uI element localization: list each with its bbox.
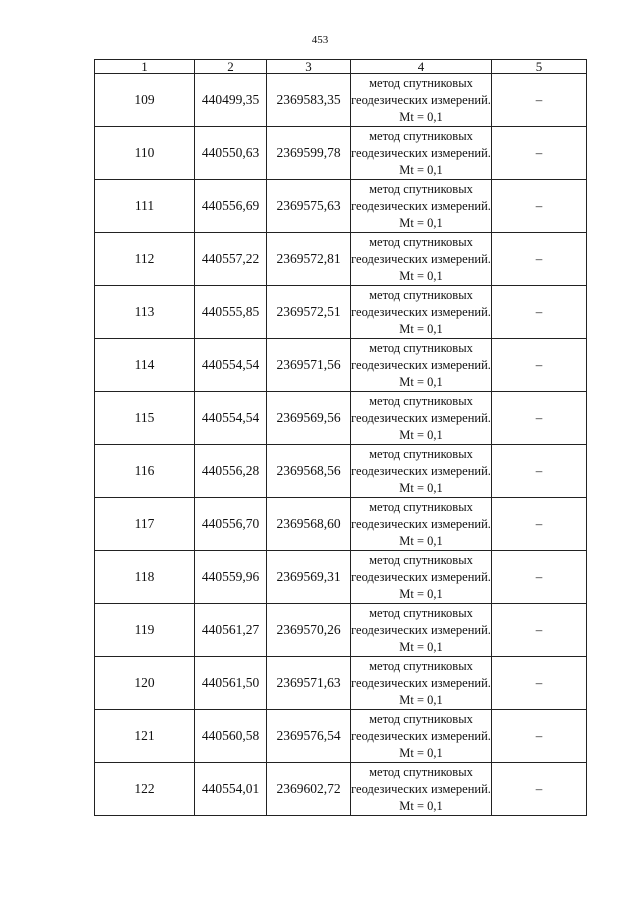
method-cell: метод спутниковых геодезических измерений. Mt = 0,1	[351, 233, 492, 286]
point-number-cell: 117	[95, 498, 195, 551]
table-row	[95, 710, 587, 763]
method-cell: метод спутниковых геодезических измерений. Mt = 0,1	[351, 604, 492, 657]
y-coordinate-cell: 2369602,72	[267, 763, 351, 816]
y-coordinate-cell: 2369569,56	[267, 392, 351, 445]
x-coordinate-cell: 440554,54	[195, 339, 267, 392]
point-number-cell: 118	[95, 551, 195, 604]
table-row	[95, 127, 587, 180]
x-coordinate-cell: 440556,28	[195, 445, 267, 498]
note-cell: –	[492, 392, 587, 445]
table-row	[95, 763, 587, 816]
table-header	[95, 60, 587, 74]
table-row	[95, 657, 587, 710]
method-cell: метод спутниковых геодезических измерений. Mt = 0,1	[351, 551, 492, 604]
note-cell: –	[492, 339, 587, 392]
note-cell: –	[492, 657, 587, 710]
point-number-cell: 119	[95, 604, 195, 657]
note-cell: –	[492, 74, 587, 127]
note-cell: –	[492, 604, 587, 657]
x-coordinate-cell: 440499,35	[195, 74, 267, 127]
method-cell: метод спутниковых геодезических измерений. Mt = 0,1	[351, 180, 492, 233]
header-cell-5: 5	[492, 60, 587, 74]
method-cell: метод спутниковых геодезических измерений. Mt = 0,1	[351, 74, 492, 127]
x-coordinate-cell: 440556,70	[195, 498, 267, 551]
method-cell: метод спутниковых геодезических измерений. Mt = 0,1	[351, 445, 492, 498]
table-row	[95, 551, 587, 604]
x-coordinate-cell: 440554,01	[195, 763, 267, 816]
method-cell: метод спутниковых геодезических измерений. Mt = 0,1	[351, 339, 492, 392]
x-coordinate-cell: 440559,96	[195, 551, 267, 604]
method-cell: метод спутниковых геодезических измерений. Mt = 0,1	[351, 657, 492, 710]
note-cell: –	[492, 763, 587, 816]
point-number-cell: 114	[95, 339, 195, 392]
y-coordinate-cell: 2369571,63	[267, 657, 351, 710]
coordinates-table	[94, 59, 587, 816]
x-coordinate-cell: 440560,58	[195, 710, 267, 763]
y-coordinate-cell: 2369572,51	[267, 286, 351, 339]
x-coordinate-cell: 440561,50	[195, 657, 267, 710]
y-coordinate-cell: 2369583,35	[267, 74, 351, 127]
header-cell-3: 3	[267, 60, 351, 74]
y-coordinate-cell: 2369570,26	[267, 604, 351, 657]
point-number-cell: 111	[95, 180, 195, 233]
table-row	[95, 74, 587, 127]
method-cell: метод спутниковых геодезических измерений. Mt = 0,1	[351, 286, 492, 339]
table-row	[95, 392, 587, 445]
point-number-cell: 109	[95, 74, 195, 127]
note-cell: –	[492, 180, 587, 233]
note-cell: –	[492, 127, 587, 180]
note-cell: –	[492, 286, 587, 339]
x-coordinate-cell: 440556,69	[195, 180, 267, 233]
header-cell-2: 2	[195, 60, 267, 74]
method-cell: метод спутниковых геодезических измерений. Mt = 0,1	[351, 498, 492, 551]
table-row	[95, 445, 587, 498]
table-row	[95, 339, 587, 392]
point-number-cell: 115	[95, 392, 195, 445]
y-coordinate-cell: 2369575,63	[267, 180, 351, 233]
y-coordinate-cell: 2369568,56	[267, 445, 351, 498]
x-coordinate-cell: 440550,63	[195, 127, 267, 180]
table-row	[95, 604, 587, 657]
header-cell-4: 4	[351, 60, 492, 74]
x-coordinate-cell: 440555,85	[195, 286, 267, 339]
y-coordinate-cell: 2369568,60	[267, 498, 351, 551]
table-row	[95, 233, 587, 286]
point-number-cell: 122	[95, 763, 195, 816]
point-number-cell: 112	[95, 233, 195, 286]
note-cell: –	[492, 498, 587, 551]
table-row	[95, 498, 587, 551]
y-coordinate-cell: 2369576,54	[267, 710, 351, 763]
note-cell: –	[492, 551, 587, 604]
point-number-cell: 116	[95, 445, 195, 498]
y-coordinate-cell: 2369599,78	[267, 127, 351, 180]
x-coordinate-cell: 440554,54	[195, 392, 267, 445]
method-cell: метод спутниковых геодезических измерений. Mt = 0,1	[351, 392, 492, 445]
page-number: 453	[311, 34, 329, 46]
header-cell-1: 1	[95, 60, 195, 74]
point-number-cell: 121	[95, 710, 195, 763]
point-number-cell: 113	[95, 286, 195, 339]
x-coordinate-cell: 440557,22	[195, 233, 267, 286]
method-cell: метод спутниковых геодезических измерений. Mt = 0,1	[351, 127, 492, 180]
note-cell: –	[492, 233, 587, 286]
point-number-cell: 110	[95, 127, 195, 180]
table-body	[95, 74, 587, 816]
method-cell: метод спутниковых геодезических измерений. Mt = 0,1	[351, 710, 492, 763]
table-row	[95, 286, 587, 339]
method-cell: метод спутниковых геодезических измерений. Mt = 0,1	[351, 763, 492, 816]
header-row	[95, 60, 587, 74]
note-cell: –	[492, 710, 587, 763]
note-cell: –	[492, 445, 587, 498]
y-coordinate-cell: 2369569,31	[267, 551, 351, 604]
y-coordinate-cell: 2369571,56	[267, 339, 351, 392]
y-coordinate-cell: 2369572,81	[267, 233, 351, 286]
point-number-cell: 120	[95, 657, 195, 710]
x-coordinate-cell: 440561,27	[195, 604, 267, 657]
table-row	[95, 180, 587, 233]
